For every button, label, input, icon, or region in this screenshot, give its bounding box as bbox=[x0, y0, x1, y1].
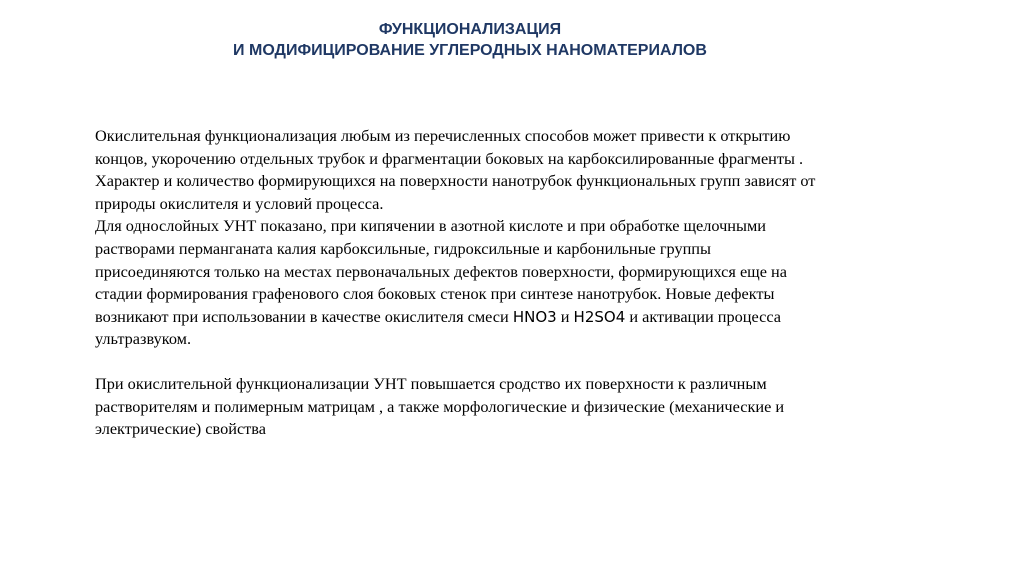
paragraph-line: электрические) свойства bbox=[95, 419, 266, 439]
text-fragment: возникают при использовании в качестве окислителя смеси bbox=[95, 306, 513, 326]
paragraph-line: стадии формирования графенового слоя боковых стенок при синтезе нанотрубок. Новые дефекты bbox=[95, 284, 775, 304]
paragraph-line: При окислительной функционализации УНТ повышается сродство их поверхности к различным bbox=[95, 373, 767, 393]
paragraph-line: концов, укорочению отдельных трубок и фрагментации боковых на карбоксилированные фрагменты . bbox=[95, 148, 804, 168]
paragraph-line: Окислительная функционализация любым из перечисленных способов может привести к открытию bbox=[95, 126, 791, 145]
paragraph-line: растворителям и полимерным матрицам , а также морфологические и физические (механические и bbox=[95, 396, 785, 416]
text-fragment: и bbox=[556, 306, 574, 326]
slide-body bbox=[95, 125, 965, 441]
paragraph-line: ультразвуком. bbox=[95, 329, 192, 349]
paragraph-spacer bbox=[95, 351, 965, 373]
paragraph-affinity bbox=[95, 373, 965, 441]
text-fragment: и активации процесса bbox=[625, 306, 781, 326]
paragraph-line: Характер и количество формирующихся на поверхности нанотрубок функциональных групп зависят от bbox=[95, 171, 816, 191]
formula-h2so4: H2SO4 bbox=[573, 307, 626, 326]
paragraph-oxidative-functionalization bbox=[95, 125, 965, 351]
paragraph-line: присоединяются только на местах первоначальных дефектов поверхности, формирующихся еще на bbox=[95, 261, 787, 281]
paragraph-line: Для однослойных УНТ показано, при кипячении в азотной кислоте и при обработке щелочными bbox=[95, 216, 766, 236]
paragraph-line: растворами перманганата калия карбоксильные, гидроксильные и карбонильные группы bbox=[95, 238, 711, 258]
paragraph-line-with-formulas bbox=[95, 306, 965, 329]
formula-hno3: HNO3 bbox=[512, 307, 557, 326]
slide-title bbox=[0, 19, 940, 61]
title-line-1: ФУНКЦИОНАЛИЗАЦИЯ bbox=[378, 21, 562, 38]
paragraph-line: природы окислителя и условий процесса. bbox=[95, 193, 384, 213]
title-line-2: И МОДИФИЦИРОВАНИЕ УГЛЕРОДНЫХ НАНОМАТЕРИАЛОВ bbox=[233, 42, 707, 59]
